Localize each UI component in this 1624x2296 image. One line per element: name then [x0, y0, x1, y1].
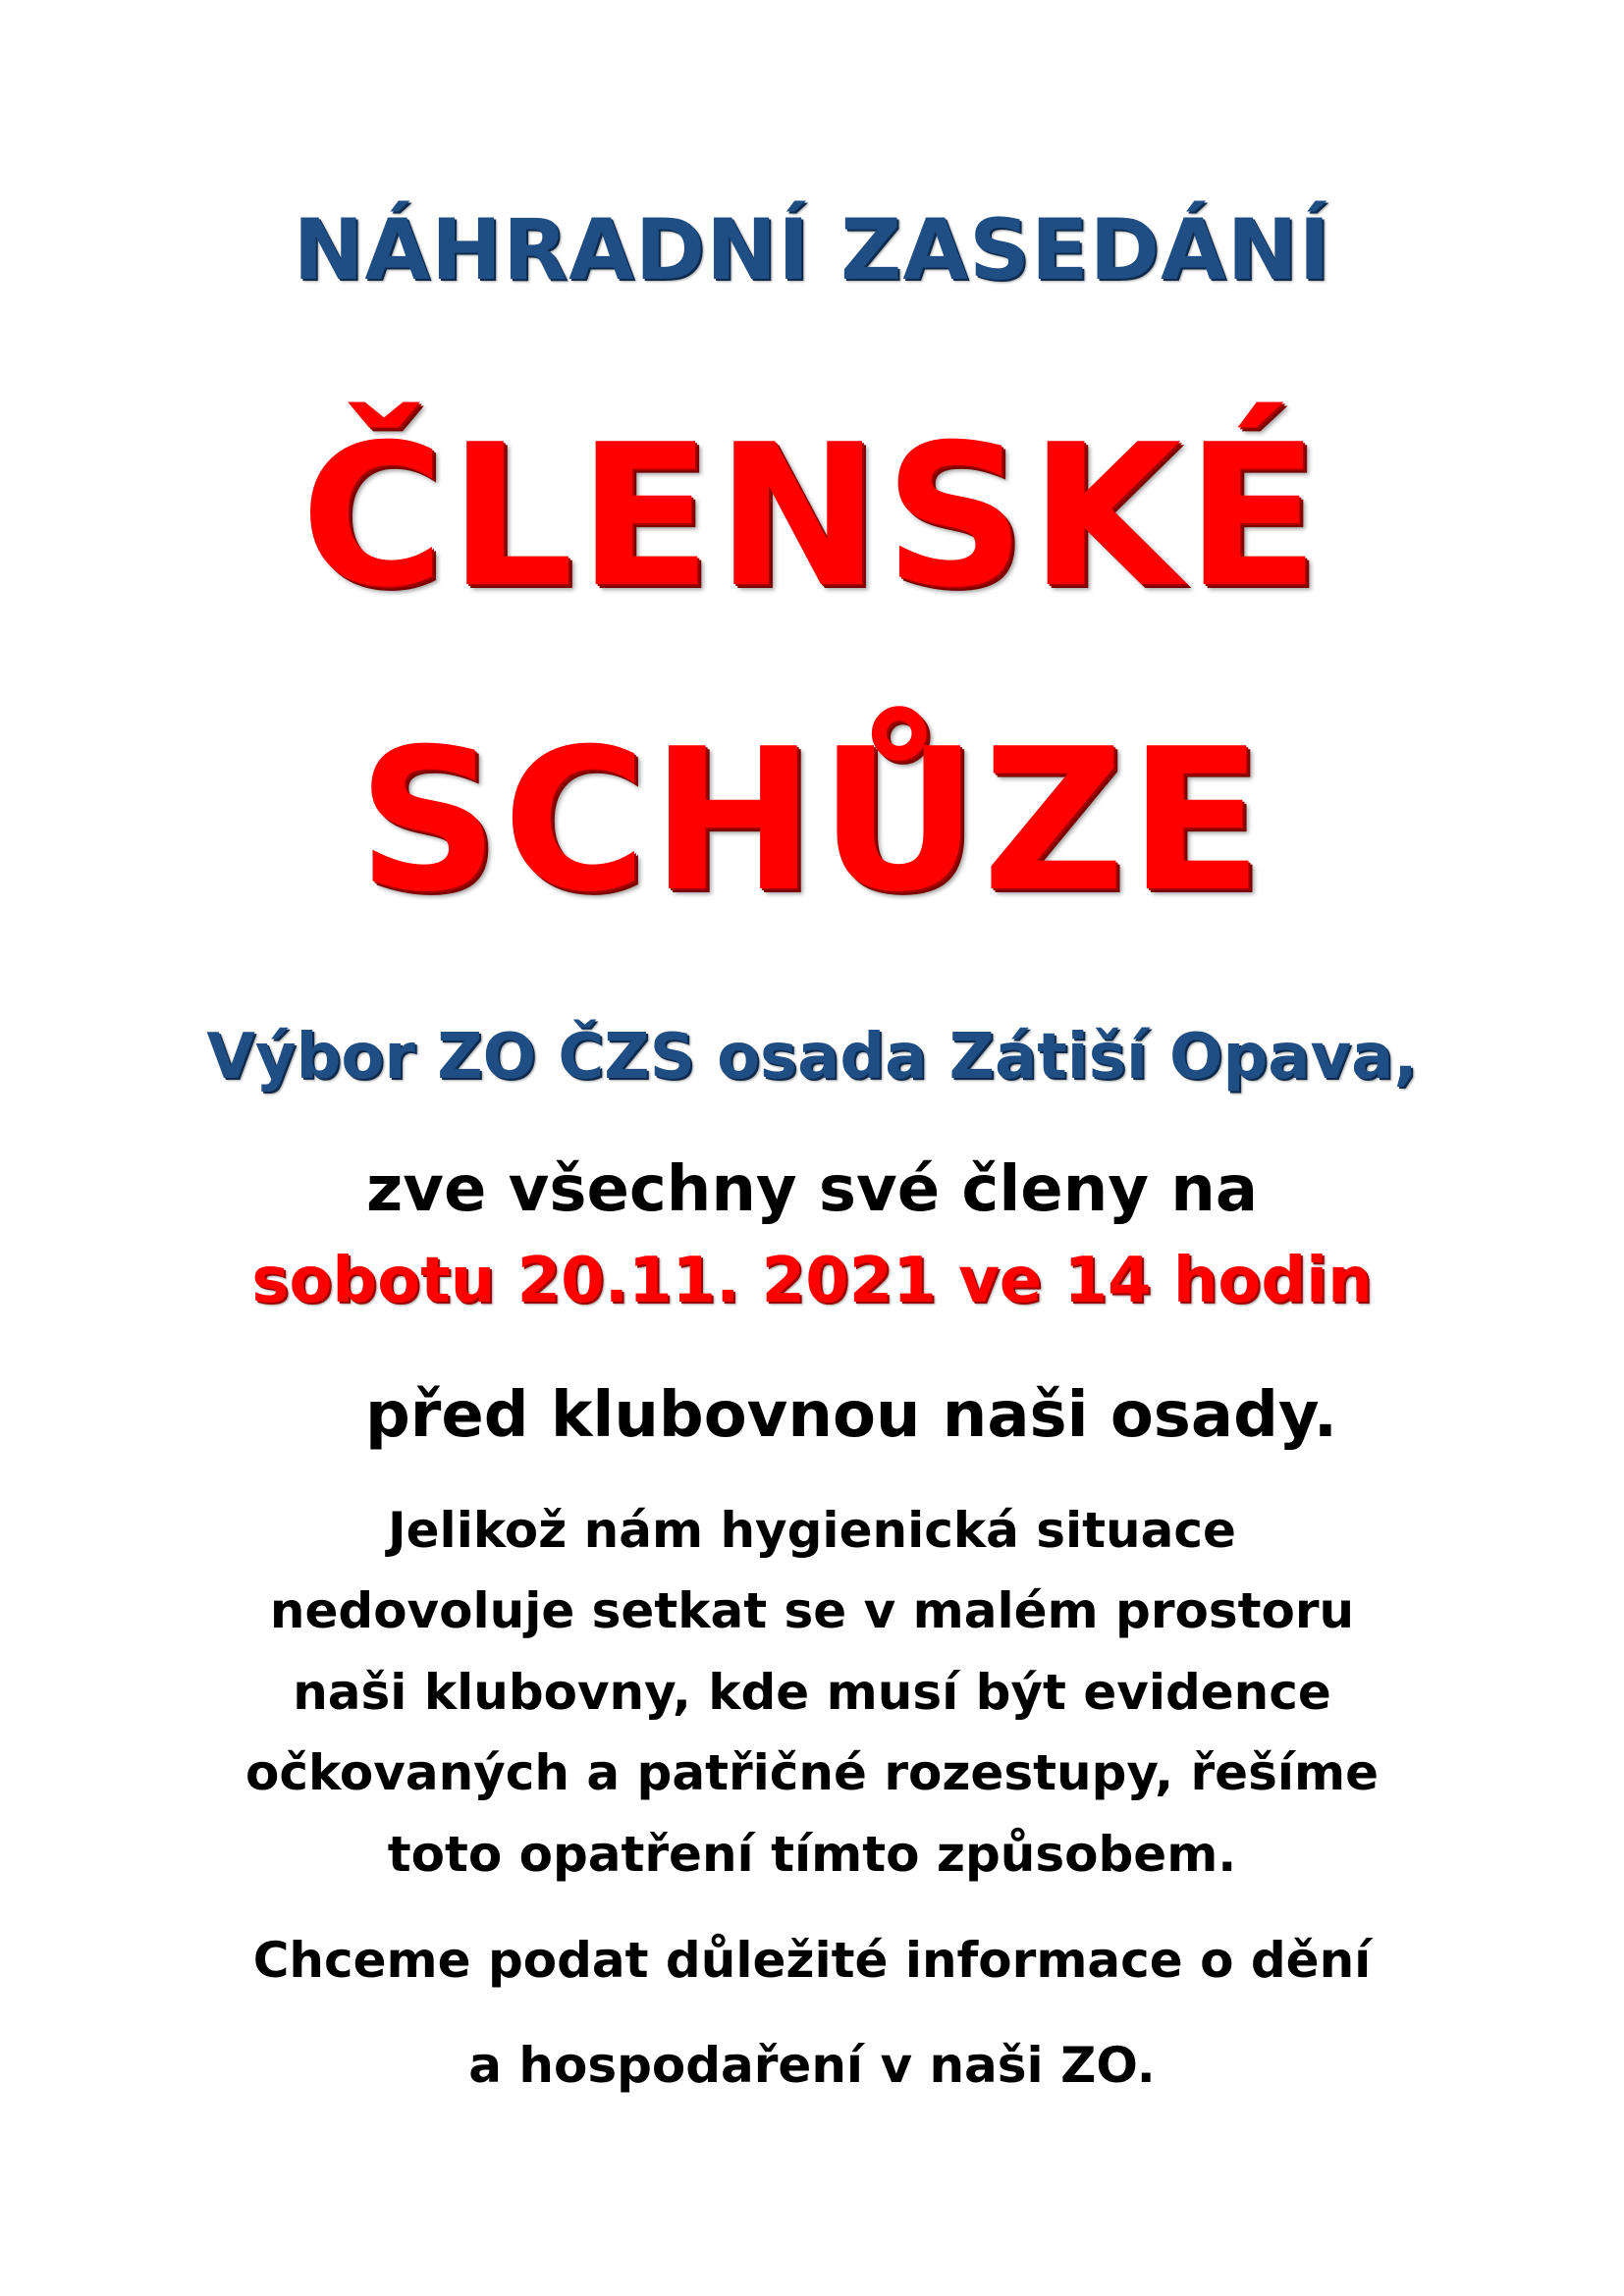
- invite-line: zve všechny své členy na: [365, 1153, 1259, 1226]
- main-title-line-1: ČLENSKÉ: [300, 402, 1324, 631]
- body-line-6: Chceme podat důležité informace o dění: [252, 1932, 1372, 1989]
- body-line-3: naši klubovny, kde musí být evidence: [293, 1664, 1331, 1721]
- body-line-1: Jelikož nám hygienická situace: [388, 1502, 1236, 1559]
- place-line: před klubovnou naši osady.: [364, 1379, 1338, 1452]
- body-line-2: nedovoluje setkat se v malém prostoru: [269, 1582, 1355, 1639]
- body-line-7: a hospodaření v naši ZO.: [468, 2037, 1156, 2094]
- body-line-4: očkovaných a patřičné rozestupy, řešíme: [244, 1744, 1379, 1801]
- body-line-5: toto opatření tímto způsobem.: [387, 1826, 1237, 1883]
- subtitle-heading: NÁHRADNÍ ZASEDÁNÍ: [293, 201, 1331, 299]
- committee-line: Výbor ZO ČZS osada Zátiší Opava,: [206, 1021, 1418, 1094]
- date-line: sobotu 20.11. 2021 ve 14 hodin: [251, 1245, 1373, 1317]
- main-title-line-2: SCHŮZE: [356, 707, 1268, 935]
